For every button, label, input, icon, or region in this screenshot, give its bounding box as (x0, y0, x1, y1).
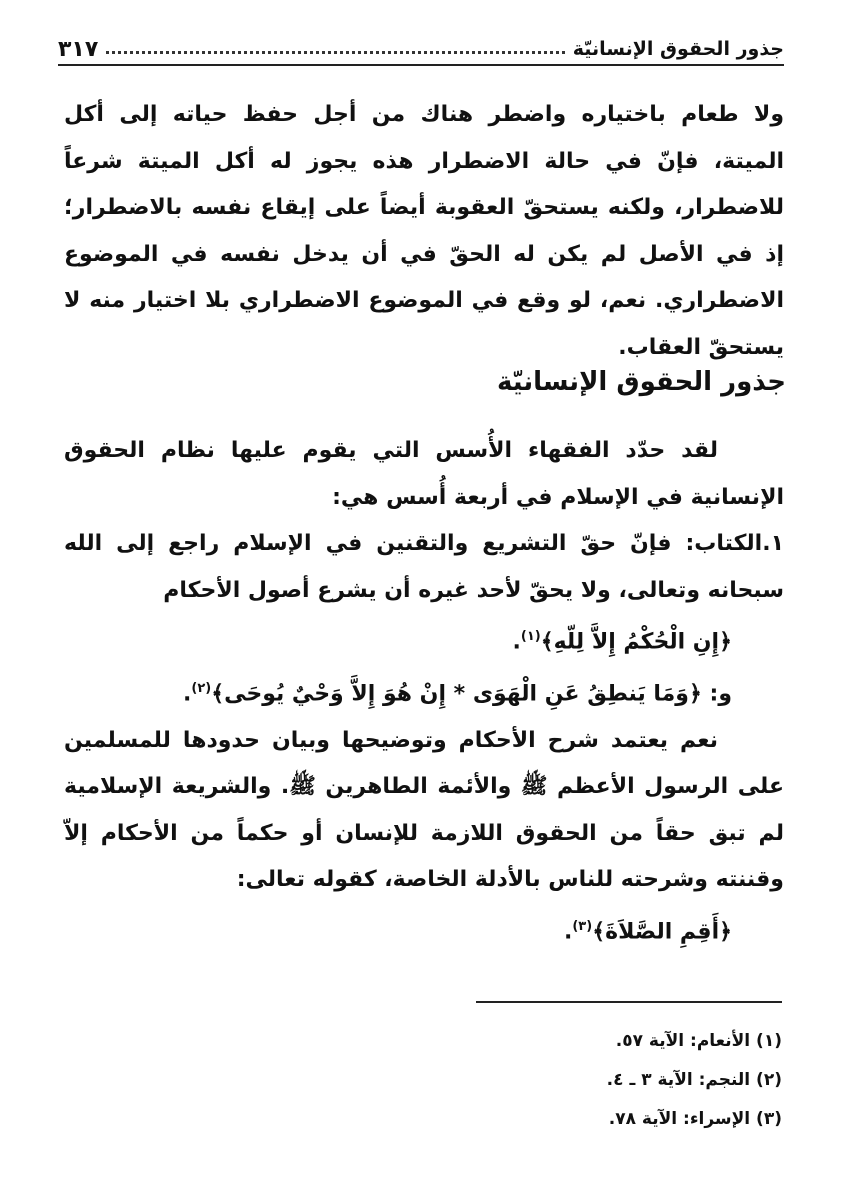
quran-quote-3 (64, 904, 784, 956)
paragraph-continuation (64, 92, 784, 371)
footnote-ref-3: (٣) (572, 918, 593, 934)
quote-3-end: . (563, 918, 573, 944)
footnote-2: (٢) النجم: الآية ٣ ـ ٤. (606, 1070, 782, 1090)
list-item-1-text: فإنّ حقّ التشريع والتقنين في الإسلام راجع إلى الله سبحانه وتعالى، ولا يحقّ لأحد غيره أن يشرع أصول الأحكام (64, 531, 784, 603)
section-heading: جذور الحقوق الإنسانيّة (496, 367, 786, 397)
footnote-divider (476, 1001, 782, 1003)
quote-2-prefix: و: (701, 681, 732, 707)
section-intro: لقد حدّد الفقهاء الأُسس التي يقوم عليها نظام الحقوق الإنسانية في الإسلام في أربعة أُسس هي: (64, 438, 784, 510)
quote-2-end: . (183, 681, 192, 707)
paragraph-2: نعم يعتمد شرح الأحكام وتوضيحها وبيان حدودها للمسلمين على الرسول الأعظم ﷺ والأئمة الطاهرين ﷺ. والشريعة الإسلامية لم تبق حقاً من الحقوق اللازمة للإنسان أو حكماً من الأحكام إلاّ وقننته وشرحته للناس بالأدلة الخاصة، كقوله تعالى: (64, 727, 784, 893)
footnote-3: (٣) الإسراء: الآية ٧٨. (608, 1109, 782, 1129)
running-header (58, 26, 784, 66)
footnote-ref-2: (٢) (191, 680, 212, 696)
paragraph-1: ولا طعام باختياره واضطر هناك من أجل حفظ حياته إلى أكل الميتة، فإنّ في حالة الاضطرار هذه يجوز له أكل الميتة شرعاً للاضطرار، ولكنه يستحقّ العقوبة أيضاً على إيقاع نفسه بالاضطرار؛ إذ في الأصل لم يكن له الحقّ في أن يدخل نفسه في الموضوع الاضطراري. نعم، لو وقع في الموضوع الاضطراري بلا اختيار منه لا يستحقّ العقاب. (64, 102, 784, 360)
list-item-1 (64, 521, 784, 614)
footnote-ref-1: (١) (520, 629, 541, 644)
list-item-1-label: ١.الكتاب: (685, 531, 784, 556)
page-number: ٣١٧ (58, 37, 99, 62)
quran-quote-2 (64, 666, 784, 718)
quote-1-text: ﴿إِنِ الْحُكْمُ إِلاَّ لِلّهِ﴾ (540, 629, 732, 655)
quote-2-text: ﴿وَمَا يَنطِقُ عَنِ الْهَوَى * إِنْ هُوَ إِلاَّ وَحْيٌ يُوحَى﴾ (211, 681, 702, 707)
section-body (64, 428, 784, 955)
header-dot-leader (106, 51, 564, 54)
quran-quote-1 (64, 614, 784, 666)
quote-1-end: . (512, 629, 521, 655)
footnotes (282, 1022, 782, 1139)
quote-3-text: ﴿أَقِمِ الصَّلاَةَ﴾ (592, 918, 732, 944)
footnote-1: (١) الأنعام: الآية ٥٧. (615, 1031, 782, 1051)
running-title: جذور الحقوق الإنسانيّة (572, 38, 784, 60)
